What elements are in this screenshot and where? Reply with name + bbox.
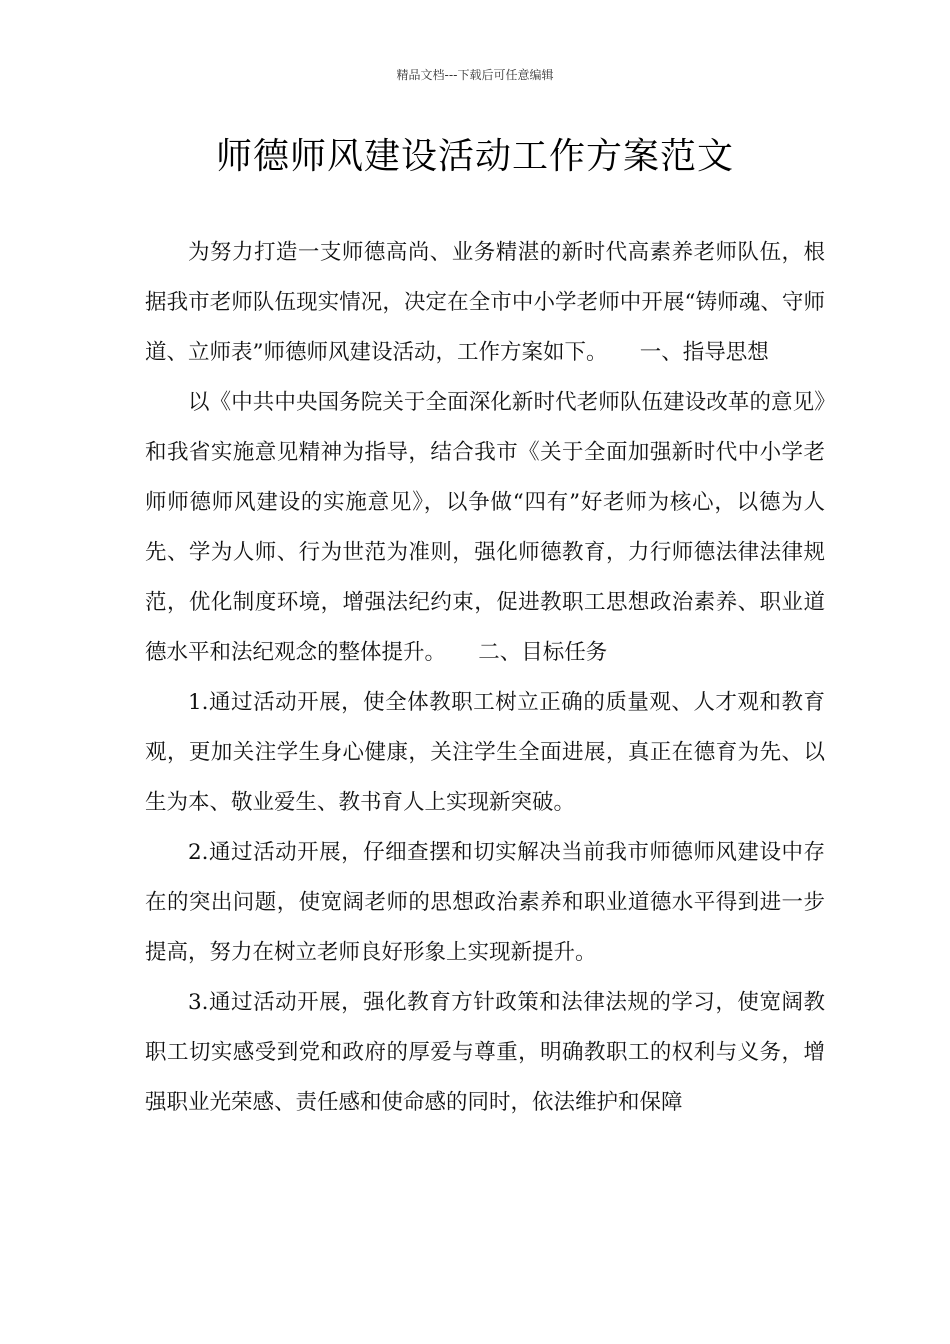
document-body: [145, 228, 825, 1128]
document-title: 师德师风建设活动工作方案范文: [215, 136, 734, 177]
header-note: 精品文档---下载后可任意编辑: [396, 68, 554, 82]
paragraph-guiding: 以《中共中央国务院关于全面深化新时代老师队伍建设改革的意见》和我省实施意见精神为指导，结合我市《关于全面加强新时代中小学老师师德师风建设的实施意见》，以争做“四有”好老师为核心，以德为人先、学为人师、行为世范为准则，强化师德教育，力行师德法律法律规范，优化制度环境，增强法纪约束，促进教职工思想政治素养、职业道德水平和法纪观念的整体提升。 二、目标任务: [145, 390, 825, 665]
paragraph-item-3: 3.通过活动开展，强化教育方针政策和法律法规的学习，使宽阔教职工切实感受到党和政府的厚爱与尊重，明确教职工的权利与义务，增强职业光荣感、责任感和使命感的同时，依法维护和保障: [145, 990, 825, 1115]
paragraph-item-2: 2.通过活动开展，仔细查摆和切实解决当前我市师德师风建设中存在的突出问题，使宽阔老师的思想政治素养和职业道德水平得到进一步提高，努力在树立老师良好形象上实现新提升。: [145, 840, 825, 965]
paragraph-intro: 为努力打造一支师德高尚、业务精湛的新时代高素养老师队伍，根据我市老师队伍现实情况，决定在全市中小学老师中开展“铸师魂、守师道、立师表”师德师风建设活动，工作方案如下。 一、指导思想: [145, 240, 825, 365]
paragraph-item-1: 1.通过活动开展，使全体教职工树立正确的质量观、人才观和教育观，更加关注学生身心健康，关注学生全面进展，真正在德育为先、以生为本、敬业爱生、教书育人上实现新突破。: [145, 690, 825, 815]
